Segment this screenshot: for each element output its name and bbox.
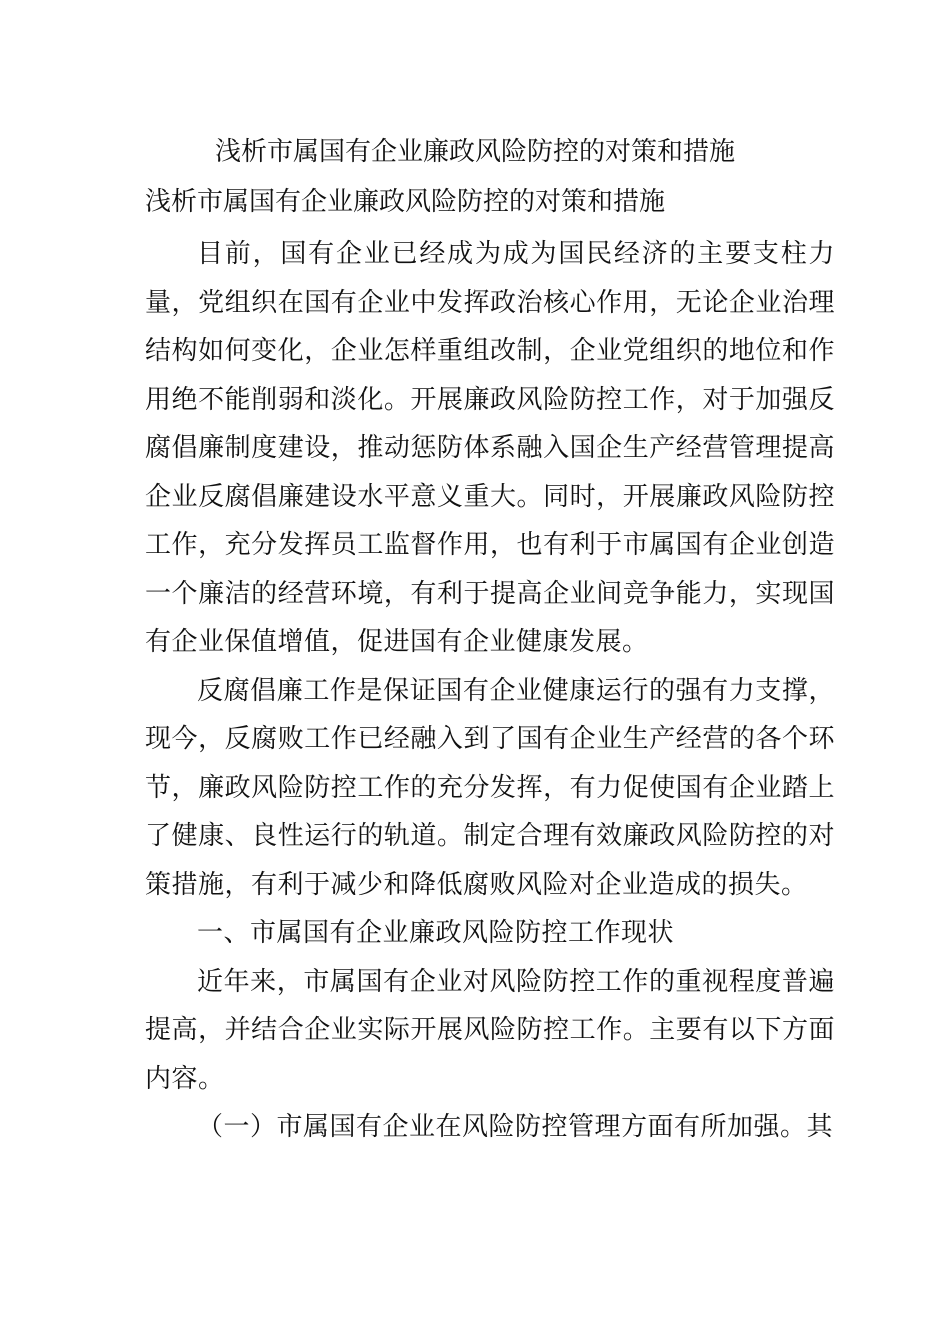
section-heading-status: 一、市属国有企业廉政风险防控工作现状 <box>197 918 675 948</box>
paragraph-status: 近年来，市属国有企业对风险防控工作的重视程度普遍提高，并结合企业实际开展风险防控工作。主要有以下方面内容。 <box>145 966 835 1094</box>
subsection-heading-management: （一）市属国有企业在风险防控管理方面有所加强。其 <box>197 1112 834 1142</box>
paragraph-intro: 目前，国有企业已经成为成为国民经济的主要支柱力量，党组织在国有企业中发挥政治核心作用，无论企业治理结构如何变化，企业怎样重组改制，企业党组织的地位和作用绝不能削弱和淡化。开展廉政风险防控工作，对于加强反腐倡廉制度建设，推动惩防体系融入国企生产经营管理提高企业反腐倡廉建设水平意义重大。同时，开展廉政风险防控工作，充分发挥员工监督作用，也有利于市属国有企业创造一个廉洁的经营环境，有利于提高企业间竞争能力，实现国有企业保值增值，促进国有企业健康发展。 <box>145 239 835 657</box>
document-subtitle: 浅析市属国有企业廉政风险防控的对策和措施 <box>145 187 666 217</box>
document-title: 浅析市属国有企业廉政风险防控的对策和措施 <box>214 137 735 167</box>
document-body <box>145 230 835 1152</box>
paragraph-anticorruption: 反腐倡廉工作是保证国有企业健康运行的强有力支撑，现今，反腐败工作已经融入到了国有企业生产经营的各个环节，廉政风险防控工作的充分发挥，有力促使国有企业踏上了健康、良性运行的轨道。制定合理有效廉政风险防控的对策措施，有利于减少和降低腐败风险对企业造成的损失。 <box>145 675 835 900</box>
